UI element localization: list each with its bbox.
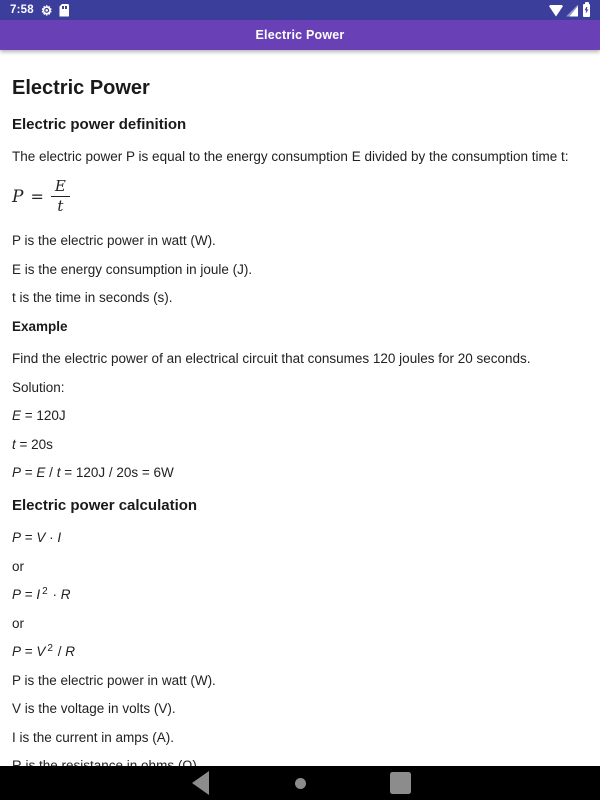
paragraph: t is the time in seconds (s). [12,290,173,305]
home-button[interactable] [250,766,350,800]
home-icon [295,778,306,789]
paragraph: I is the current in amps (A). [12,729,175,745]
page-title: Electric Power [12,77,150,99]
paragraph: Find the electric power of an electrical circuit that consumes 120 joules for 20 seconds. [12,351,531,366]
settings-gear-icon: ⚙ [40,2,53,18]
paragraph: P = I $^2$ · R [12,585,71,602]
app-bar-title: Electric Power [255,28,345,42]
paragraph: The electric power P is equal to the energy consumption E divided by the consumption time t: [12,149,569,164]
status-bar-left [10,4,69,17]
battery-charging-icon [583,4,590,17]
content-scroll-area[interactable] [0,50,600,800]
sd-card-icon [59,4,69,17]
cell-signal-icon [566,5,578,17]
wifi-icon [549,5,563,17]
paragraph: P = V · I [12,530,62,545]
nav-bar [0,766,600,800]
status-bar [0,0,600,20]
app-bar [0,20,600,50]
back-button[interactable] [150,766,250,800]
sub-heading: Example [12,318,68,334]
formula-power-equals-energy-over-time: P = $\frac{E}{t}$ [12,178,588,216]
recents-icon [390,772,411,794]
paragraph: P is the electric power in watt (W). [12,672,216,688]
recents-button[interactable] [350,766,450,800]
status-time: 7:58 [10,4,34,16]
section-heading: Electric power definition [12,115,187,133]
status-bar-right [549,4,590,17]
paragraph: V is the voltage in volts (V). [12,701,176,716]
paragraph: P is the electric power in watt (W). [12,233,216,248]
paragraph: or [12,615,25,631]
paragraph: Solution: [12,379,65,395]
back-icon [192,771,209,795]
paragraph: P = V $^2$ / R [12,642,75,659]
paragraph: P = E / t = 120J / 20s = 6W [12,465,174,480]
paragraph: E is the energy consumption in joule (J). [12,261,253,277]
paragraph: E = 120J [12,408,66,423]
paragraph: or [12,558,25,574]
section-heading: Electric power calculation [12,496,198,514]
paragraph: t = 20s [12,436,53,452]
